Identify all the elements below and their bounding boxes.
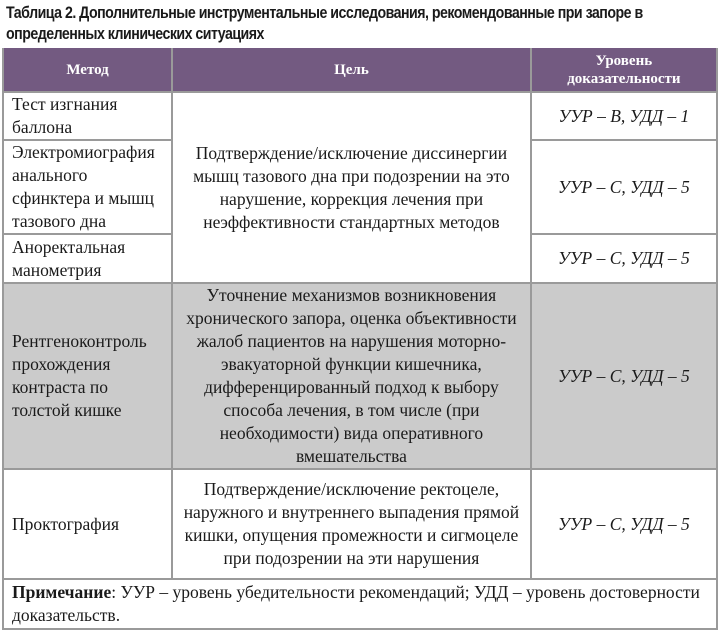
evidence-cell: УУР – С, УДД – 5: [531, 469, 717, 579]
goal-cell: Подтверждение/исключение диссинергии мышц тазового дна при подозрении на это нарушение, коррекция лечения при неэффективности стандартных методов: [172, 92, 531, 283]
note-row: [3, 579, 717, 629]
evidence-cell: УУР – В, УДД – 1: [531, 92, 717, 140]
note-text: : УУР – уровень убедительности рекомендаций; УДД – уровень достоверности доказательств.: [12, 582, 700, 625]
table-row: [3, 469, 717, 579]
evidence-cell: УУР – С, УДД – 5: [531, 140, 717, 234]
method-cell: Рентгеноконтроль прохождения контраста по толстой кишке: [3, 283, 172, 469]
table-row: [3, 92, 717, 140]
evidence-table: [2, 48, 718, 630]
header-evidence-level: Уровень доказательности: [531, 48, 717, 92]
method-cell: Электромиография анального сфинктера и мышц тазового дна: [3, 140, 172, 234]
goal-cell: Уточнение механизмов возникновения хронического запора, оценка объективности жалоб пациентов на нарушения моторно-эвакуаторной функции кишечника, дифференцированный подход к выбору способа лечения, в том числе (при необходимости) вида оперативного вмешательства: [172, 283, 531, 469]
evidence-cell: УУР – С, УДД – 5: [531, 283, 717, 469]
table-note: [3, 579, 717, 629]
header-goal: Цель: [172, 48, 531, 92]
method-cell: Тест изгнания баллона: [3, 92, 172, 140]
header-method: Метод: [3, 48, 172, 92]
evidence-cell: УУР – С, УДД – 5: [531, 234, 717, 283]
note-label: Примечание: [12, 582, 112, 602]
goal-cell: Подтверждение/исключение ректоцеле, наружного и внутреннего выпадения прямой кишки, опущения промежности и сигмоцеле при подозрении на эти нарушения: [172, 469, 531, 579]
table-header-row: [3, 48, 717, 92]
method-cell: Аноректальная манометрия: [3, 234, 172, 283]
method-cell: Проктография: [3, 469, 172, 579]
table-row-highlighted: [3, 283, 717, 469]
table-title: Таблица 2. Дополнительные инструментальные исследования, рекомендованные при запоре в определенных клинических ситуациях: [6, 4, 643, 43]
